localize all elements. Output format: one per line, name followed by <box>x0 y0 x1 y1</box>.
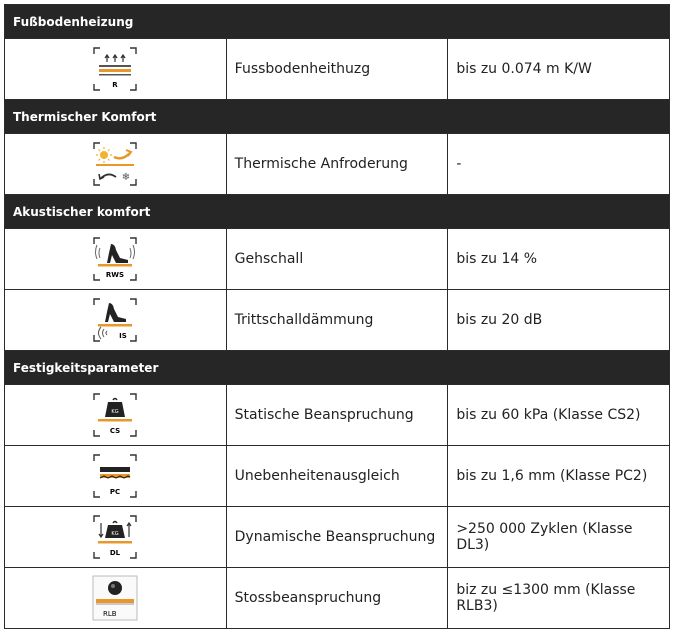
underfloor-heating-r-icon <box>92 46 138 92</box>
impact-rlb-icon <box>92 575 138 621</box>
impact-sound-is-icon <box>92 297 138 343</box>
icon-code: R <box>112 81 119 89</box>
svg-text:KG: KG <box>111 531 119 537</box>
parameter-value: bis zu 60 kPa (Klasse CS2) <box>448 385 670 446</box>
parameter-label: Statische Beanspruchung <box>226 385 448 446</box>
section-title: Thermischer Komfort <box>5 100 670 134</box>
icon-code: RLB <box>103 610 117 618</box>
static-load-cs-icon <box>92 392 138 438</box>
parameter-value: bis zu 14 % <box>448 229 670 290</box>
icon-cell <box>5 507 227 568</box>
parameter-label: Trittschalldämmung <box>226 290 448 351</box>
table-row <box>5 507 670 568</box>
icon-cell <box>5 385 227 446</box>
svg-text:KG: KG <box>111 409 119 415</box>
table-row <box>5 290 670 351</box>
parameter-label: Dynamische Beanspruchung <box>226 507 448 568</box>
section-header <box>5 5 670 39</box>
table-row <box>5 568 670 629</box>
section-header <box>5 351 670 385</box>
thermal-requirement-icon <box>92 141 138 187</box>
icon-cell <box>5 229 227 290</box>
table-row <box>5 39 670 100</box>
icon-code: IS <box>119 332 128 340</box>
unevenness-pc-icon <box>92 453 138 499</box>
parameter-value: biz zu ≤1300 mm (Klasse RLB3) <box>448 568 670 629</box>
parameter-value: >250 000 Zyklen (Klasse DL3) <box>448 507 670 568</box>
icon-cell <box>5 290 227 351</box>
parameter-value: - <box>448 134 670 195</box>
section-title: Fußbodenheizung <box>5 5 670 39</box>
parameter-value: bis zu 20 dB <box>448 290 670 351</box>
parameter-label: Gehschall <box>226 229 448 290</box>
icon-code: RWS <box>106 271 125 279</box>
section-title: Festigkeitsparameter <box>5 351 670 385</box>
icon-code: PC <box>110 488 121 496</box>
parameter-value: bis zu 1,6 mm (Klasse PC2) <box>448 446 670 507</box>
dynamic-load-dl-icon <box>92 514 138 560</box>
parameter-label: Fussbodenheithuzg <box>226 39 448 100</box>
table-row <box>5 446 670 507</box>
icon-code: CS <box>110 427 121 435</box>
icon-cell <box>5 134 227 195</box>
section-header <box>5 195 670 229</box>
svg-text:❄: ❄ <box>122 172 131 183</box>
icon-code: DL <box>110 549 121 557</box>
icon-cell <box>5 446 227 507</box>
section-title: Akustischer komfort <box>5 195 670 229</box>
parameter-value: bis zu 0.074 m K/W <box>448 39 670 100</box>
table-row <box>5 229 670 290</box>
icon-cell <box>5 568 227 629</box>
parameter-label: Thermische Anfroderung <box>226 134 448 195</box>
icon-cell <box>5 39 227 100</box>
parameter-label: Unebenheitenausgleich <box>226 446 448 507</box>
parameter-label: Stossbeanspruchung <box>226 568 448 629</box>
section-header <box>5 100 670 134</box>
spec-table <box>4 4 670 629</box>
table-row <box>5 134 670 195</box>
table-row <box>5 385 670 446</box>
walking-sound-rws-icon <box>92 236 138 282</box>
